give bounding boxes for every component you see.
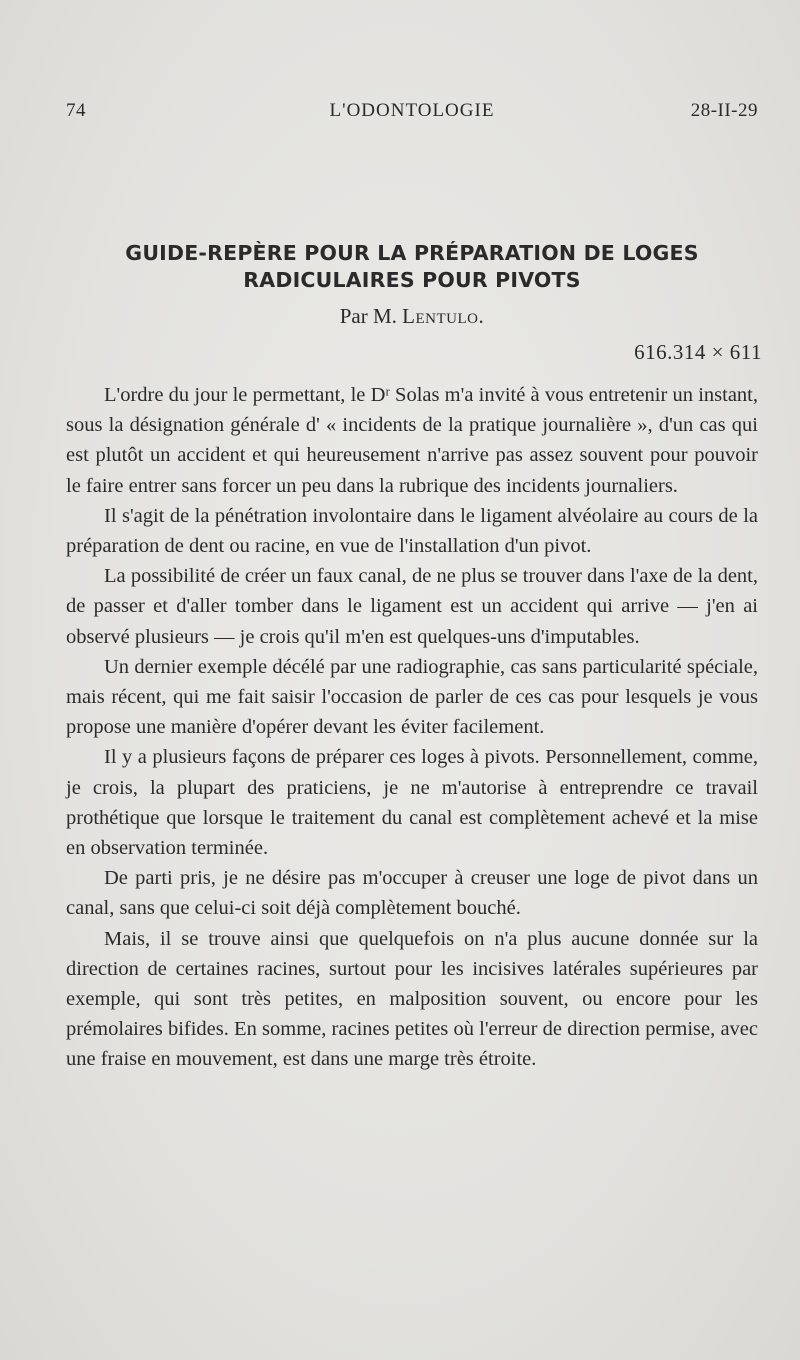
article-title <box>66 240 758 294</box>
paragraph: Il y a plusieurs façons de préparer ces loges à pivots. Personnellement, comme, je crois, la plupart des praticiens, je ne m'autorise à entreprendre ce travail prothétique que lorsque le traitement du canal est complètement achevé et la mise en observation terminée. <box>66 746 758 860</box>
article-body <box>66 380 758 1075</box>
article-title-line-1: GUIDE-REPÈRE POUR LA PRÉPARATION DE LOGES <box>125 241 699 265</box>
paragraph: Mais, il se trouve ainsi que quelquefois on n'a plus aucune donnée sur la direction de certaines racines, surtout pour les incisives latérales supérieures par exemple, qui sont très petites, en malposition souvent, ou encore pour les prémolaires bifides. En somme, racines petites où l'erreur de direction permise, avec une fraise en mouvement, est dans une marge très étroite. <box>66 927 758 1071</box>
paragraph: De parti pris, je ne désire pas m'occuper à creuser une loge de pivot dans un canal, sans que celui-ci soit déjà complètement bouché. <box>66 867 758 920</box>
article-title-line-2: RADICULAIRES POUR PIVOTS <box>243 268 581 292</box>
byline <box>66 304 758 329</box>
byline-prefix: Par M. <box>339 304 397 328</box>
paragraph: Il s'agit de la pénétration involontaire dans le ligament alvéolaire au cours de la préparation de dent ou racine, en vue de l'installation d'un pivot. <box>66 504 758 558</box>
author-name: Lentulo. <box>402 304 485 328</box>
issue-date: 28-II-29 <box>690 100 758 121</box>
classification-number: 616.314 × 611 <box>634 340 762 364</box>
paragraph: L'ordre du jour le permettant, le Dʳ Solas m'a invité à vous entretenir un instant, sous la désignation générale d' « incidents de la pratique journalière », d'un cas qui est plutôt un accident et qui heureusement n'arrive pas assez souvent pour pouvoir le faire entrer sans forcer un peu dans la rubrique des incidents journaliers. <box>66 384 758 497</box>
paragraph: Un dernier exemple décélé par une radiographie, cas sans particularité spéciale, mais récent, qui me fait saisir l'occasion de parler de ces cas pour lesquels je vous propose une manière d'opérer devant les éviter facilement. <box>66 655 758 739</box>
running-header <box>66 100 758 128</box>
paragraph: La possibilité de créer un faux canal, de ne plus se trouver dans l'axe de la dent, de passer et d'aller tomber dans le ligament est un accident qui arrive — j'en ai observé plusieurs — je crois qu'il m'en est quelques-uns d'imputables. <box>66 565 758 648</box>
page-number: 74 <box>66 100 86 121</box>
journal-title: L'ODONTOLOGIE <box>329 100 495 121</box>
